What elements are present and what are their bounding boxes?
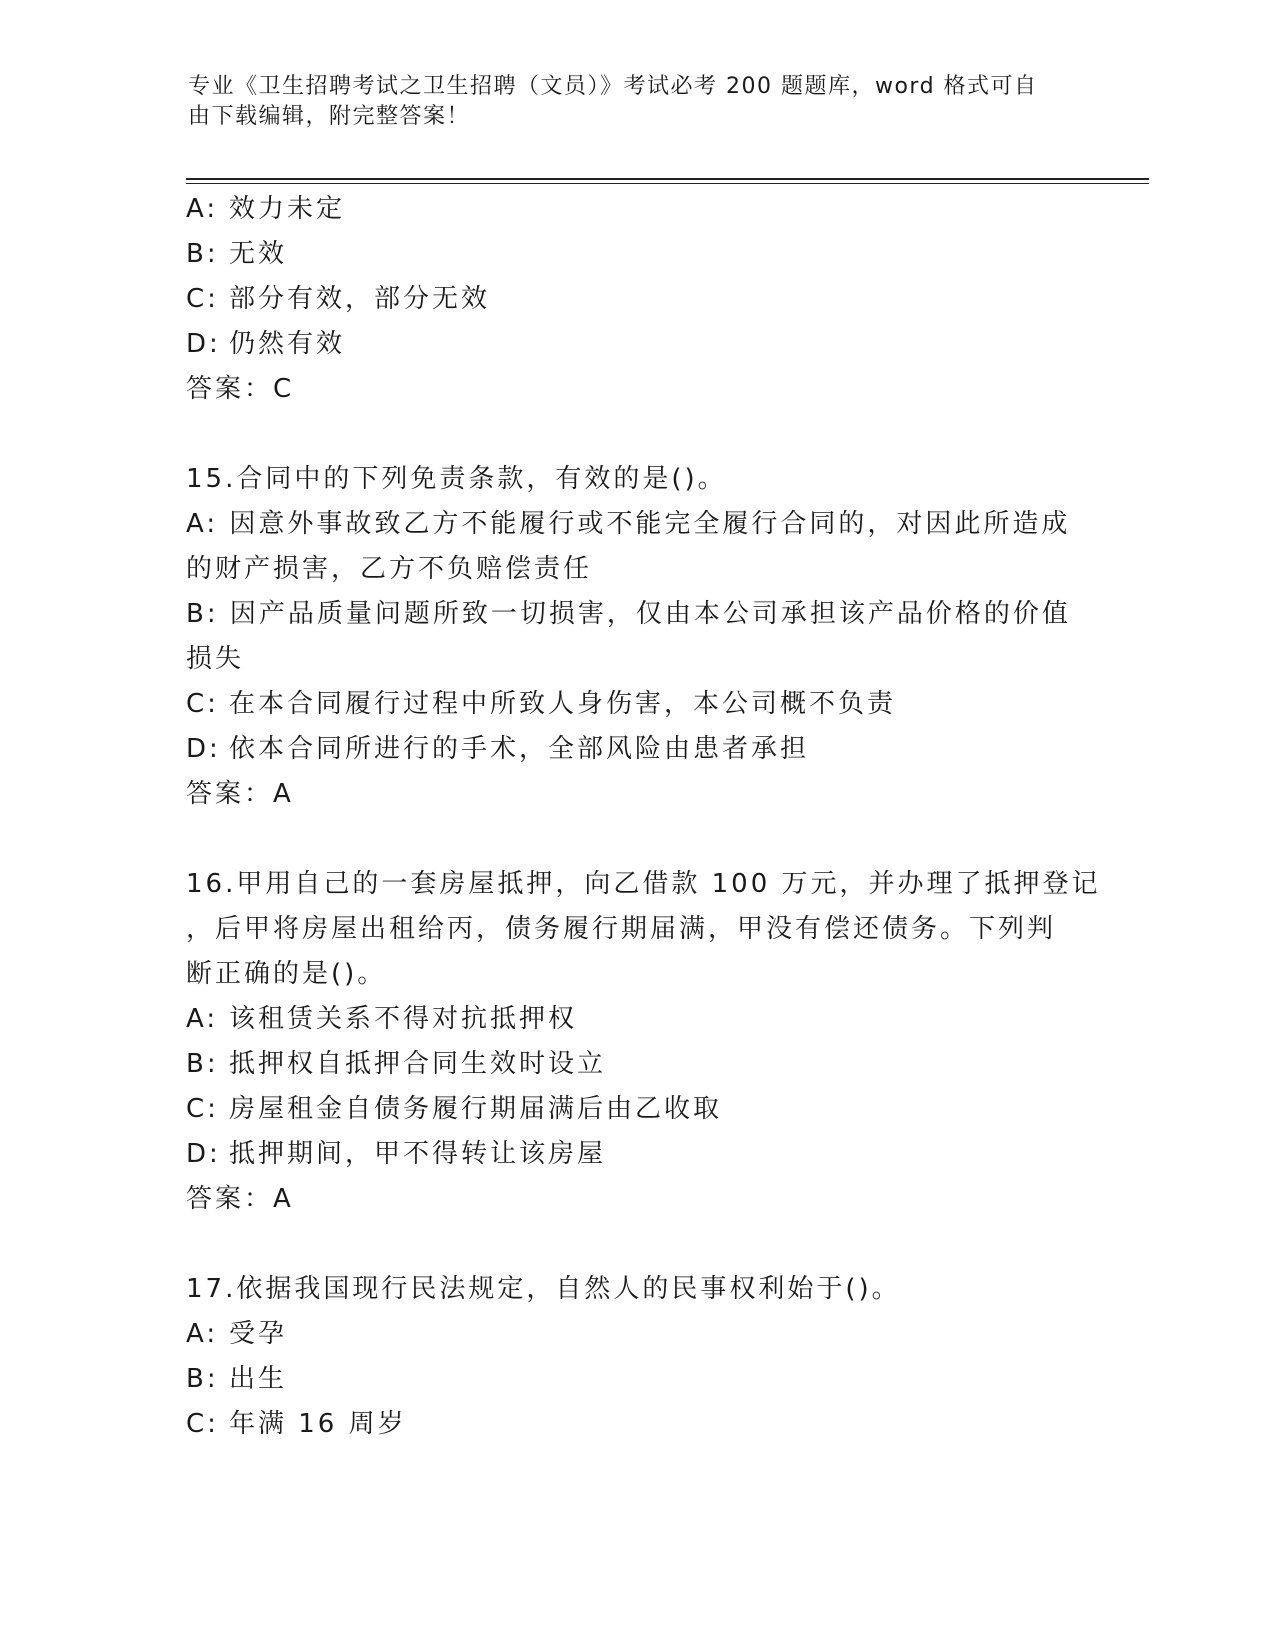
question-17-option-c: C: 年满 16 周岁 <box>186 1409 407 1439</box>
question-16-stem-line-3: 断正确的是()。 <box>186 959 387 989</box>
question-16-option-d: D: 抵押期间，甲不得转让该房屋 <box>186 1139 607 1169</box>
header-line-1: 专业《卫生招聘考试之卫生招聘（文员）》考试必考 200 题题库，word 格式可自 <box>188 74 1038 99</box>
spacer <box>186 817 1076 862</box>
question-15-option-a-line-1: A: 因意外事故致乙方不能履行或不能完全履行合同的，对因此所造成 <box>186 509 1071 539</box>
question-16-option-a: A: 该租赁关系不得对抗抵押权 <box>186 1004 578 1034</box>
question-17-option-a: A: 受孕 <box>186 1319 288 1349</box>
header-line-2: 由下载编辑，附完整答案！ <box>188 104 471 129</box>
option-a: A: 效力未定 <box>186 194 346 224</box>
question-16-answer: 答案：A <box>186 1184 294 1214</box>
question-15-stem: 15.合同中的下列免责条款，有效的是()。 <box>186 464 727 494</box>
question-15-option-a-line-2: 的财产损害，乙方不负赔偿责任 <box>186 554 593 584</box>
option-d: D: 仍然有效 <box>186 329 346 359</box>
question-content <box>186 187 1101 1447</box>
header-rule-thick <box>186 178 1149 180</box>
spacer <box>186 412 1076 457</box>
option-c: C: 部分有效，部分无效 <box>186 284 491 314</box>
question-16-option-b: B: 抵押权自抵押合同生效时设立 <box>186 1049 607 1079</box>
question-15-option-b-line-1: B: 因产品质量问题所致一切损害，仅由本公司承担该产品价格的价值 <box>186 599 1071 629</box>
question-16-stem-line-2: ，后甲将房屋出租给丙，债务履行期届满，甲没有偿还债务。下列判 <box>186 914 1057 944</box>
spacer <box>186 1222 1076 1267</box>
question-16-option-c: C: 房屋租金自债务履行期届满后由乙收取 <box>186 1094 723 1124</box>
question-17-stem: 17.依据我国现行民法规定，自然人的民事权利始于()。 <box>186 1274 901 1304</box>
answer: 答案：C <box>186 374 295 404</box>
option-b: B: 无效 <box>186 239 288 269</box>
question-16-stem-line-1: 16.甲用自己的一套房屋抵押，向乙借款 100 万元，并办理了抵押登记 <box>186 869 1101 899</box>
question-15-option-c: C: 在本合同履行过程中所致人身伤害，本公司概不负责 <box>186 689 897 719</box>
header-rule-thin <box>186 183 1149 184</box>
question-15-option-d: D: 依本合同所进行的手术，全部风险由患者承担 <box>186 734 810 764</box>
question-17-option-b: B: 出生 <box>186 1364 288 1394</box>
question-15-answer: 答案：A <box>186 779 294 809</box>
document-header <box>188 72 1068 132</box>
question-15-option-b-line-2: 损失 <box>186 644 245 674</box>
